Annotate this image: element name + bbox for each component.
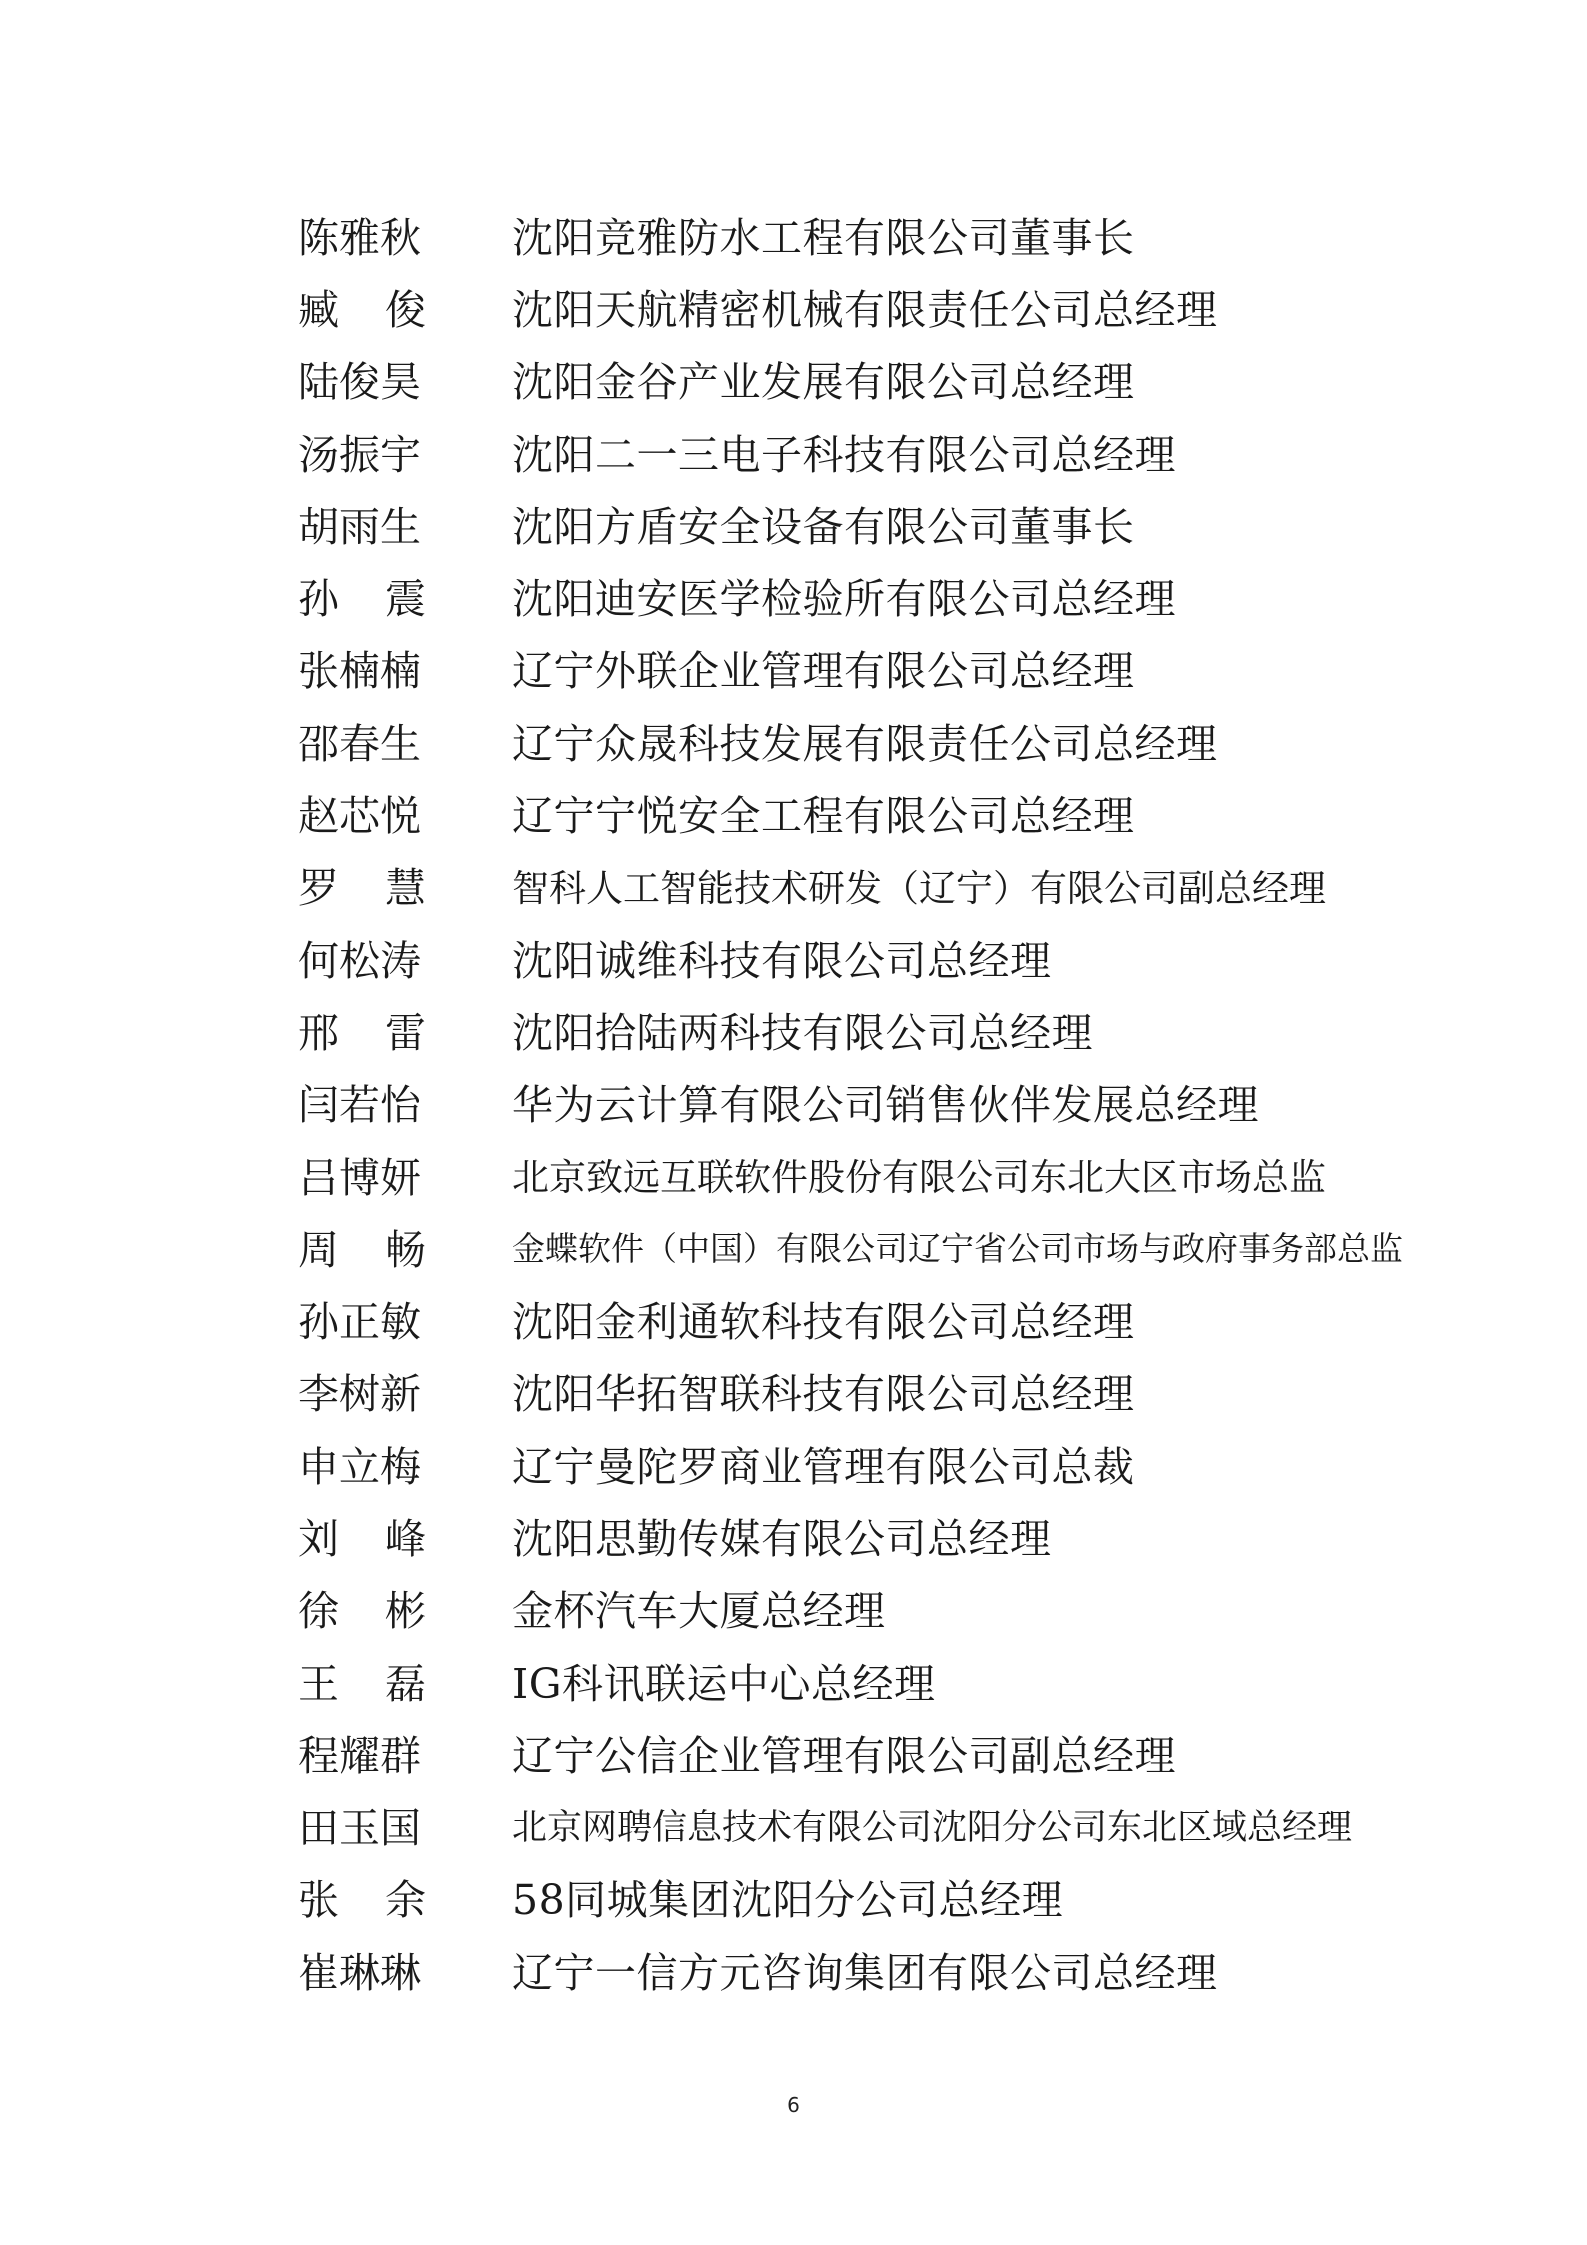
name-glyph: 慧 (385, 864, 426, 913)
list-item (298, 704, 1438, 776)
list-item (298, 776, 1438, 848)
person-name: 胡雨生 (298, 502, 421, 551)
person-title: 智科人工智能技术研发（辽宁）有限公司副总经理 (512, 866, 1326, 910)
person-name (298, 1506, 426, 1565)
person-title: 沈阳迪安医学检验所有限公司总经理 (512, 575, 1176, 624)
person-name: 陈雅秋 (298, 213, 421, 262)
name-glyph: 余 (385, 1876, 426, 1925)
person-name (298, 1217, 426, 1276)
list-item (298, 1644, 1438, 1716)
list-item (298, 270, 1438, 342)
list-item (298, 921, 1438, 993)
member-list (298, 198, 1438, 2005)
person-title: 58同城集团沈阳分公司总经理 (512, 1876, 1064, 1925)
person-title: 沈阳天航精密机械有限责任公司总经理 (512, 285, 1218, 334)
person-title: 沈阳金谷产业发展有限公司总经理 (512, 358, 1135, 407)
name-glyph: 孙 (298, 575, 339, 624)
person-name (298, 277, 426, 336)
name-glyph: 雷 (385, 1008, 426, 1057)
person-title: 沈阳诚维科技有限公司总经理 (512, 936, 1052, 985)
person-name: 申立梅 (298, 1442, 421, 1491)
person-title: 辽宁众晟科技发展有限责任公司总经理 (512, 719, 1218, 768)
name-glyph: 彬 (385, 1587, 426, 1636)
name-glyph: 磊 (385, 1659, 426, 1708)
person-title: 辽宁一信方元咨询集团有限公司总经理 (512, 1948, 1218, 1997)
name-glyph: 周 (298, 1225, 339, 1274)
person-title: 北京网聘信息技术有限公司沈阳分公司东北区域总经理 (512, 1807, 1353, 1848)
list-item (298, 1427, 1438, 1499)
person-name: 张楠楠 (298, 647, 421, 696)
list-item (298, 1499, 1438, 1571)
name-glyph: 畅 (385, 1225, 426, 1274)
person-title: IG科讯联运中心总经理 (512, 1659, 936, 1708)
person-name: 李树新 (298, 1370, 421, 1419)
person-title: 沈阳竞雅防水工程有限公司董事长 (512, 213, 1135, 262)
person-name: 孙正敏 (298, 1298, 421, 1347)
name-glyph: 震 (385, 575, 426, 624)
person-title: 金蝶软件（中国）有限公司辽宁省公司市场与政府事务部总监 (512, 1228, 1403, 1268)
person-name: 陆俊昊 (298, 358, 421, 407)
page-number: 6 (787, 2093, 800, 2117)
person-name: 何松涛 (298, 936, 421, 985)
name-glyph: 俊 (385, 285, 426, 334)
person-name: 闫若怡 (298, 1081, 421, 1130)
person-name: 赵芯悦 (298, 792, 421, 841)
person-title: 沈阳二一三电子科技有限公司总经理 (512, 430, 1176, 479)
person-title: 华为云计算有限公司销售伙伴发展总经理 (512, 1081, 1259, 1130)
list-item (298, 993, 1438, 1065)
person-name (298, 855, 426, 914)
list-item (298, 559, 1438, 631)
person-title: 辽宁宁悦安全工程有限公司总经理 (512, 792, 1135, 841)
person-title: 沈阳思勤传媒有限公司总经理 (512, 1514, 1052, 1563)
person-title: 沈阳华拓智联科技有限公司总经理 (512, 1370, 1135, 1419)
list-item (298, 1933, 1438, 2005)
name-glyph: 罗 (298, 864, 339, 913)
name-glyph: 峰 (385, 1514, 426, 1563)
list-item (298, 343, 1438, 415)
name-glyph: 张 (298, 1876, 339, 1925)
list-item (298, 415, 1438, 487)
list-item (298, 1210, 1438, 1282)
person-name: 汤振宇 (298, 430, 421, 479)
person-name: 崔琳琳 (298, 1948, 421, 1997)
person-title: 沈阳金利通软科技有限公司总经理 (512, 1298, 1135, 1347)
list-item (298, 1282, 1438, 1354)
person-title: 沈阳拾陆两科技有限公司总经理 (512, 1008, 1093, 1057)
name-glyph: 臧 (298, 285, 339, 334)
person-title: 辽宁曼陀罗商业管理有限公司总裁 (512, 1442, 1135, 1491)
list-item (298, 632, 1438, 704)
person-name (298, 1000, 426, 1059)
person-title: 辽宁公信企业管理有限公司副总经理 (512, 1731, 1176, 1780)
person-name (298, 566, 426, 625)
person-title: 金杯汽车大厦总经理 (512, 1587, 886, 1636)
person-name: 吕博妍 (298, 1153, 421, 1202)
name-glyph: 邢 (298, 1008, 339, 1057)
list-item (298, 487, 1438, 559)
list-item (298, 198, 1438, 270)
name-glyph: 刘 (298, 1514, 339, 1563)
person-name (298, 1867, 426, 1926)
list-item (298, 1572, 1438, 1644)
list-item (298, 1789, 1438, 1861)
list-item (298, 849, 1438, 921)
person-name: 程耀群 (298, 1731, 421, 1780)
person-title: 辽宁外联企业管理有限公司总经理 (512, 647, 1135, 696)
person-name (298, 1578, 426, 1637)
person-name: 邵春生 (298, 719, 421, 768)
person-title: 沈阳方盾安全设备有限公司董事长 (512, 502, 1135, 551)
person-name (298, 1651, 426, 1710)
name-glyph: 徐 (298, 1587, 339, 1636)
list-item (298, 1716, 1438, 1788)
person-title: 北京致远互联软件股份有限公司东北大区市场总监 (512, 1156, 1326, 1199)
list-item (298, 1138, 1438, 1210)
list-item (298, 1066, 1438, 1138)
list-item (298, 1861, 1438, 1933)
name-glyph: 王 (298, 1659, 339, 1708)
person-name: 田玉国 (298, 1804, 421, 1853)
list-item (298, 1355, 1438, 1427)
